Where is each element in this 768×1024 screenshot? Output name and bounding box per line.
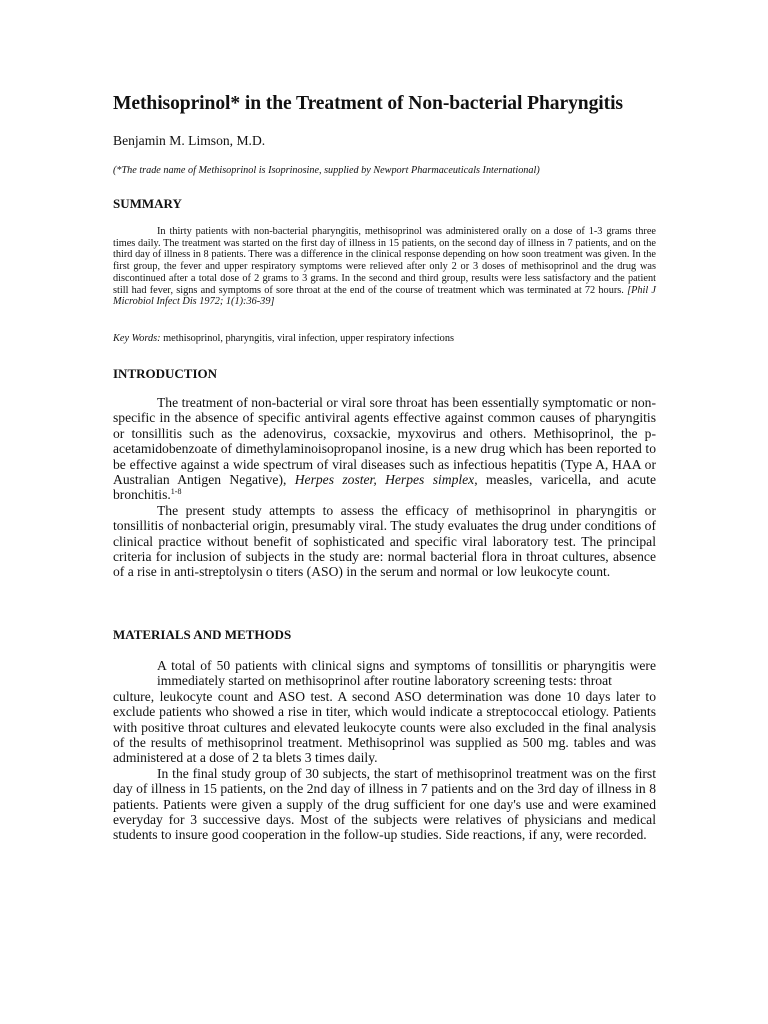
summary-text: In thirty patients with non-bacterial pharyngitis, methisoprinol was administered orally on a dose of 1-3 grams three times daily. The treatment was started on the first day of illness in 15 patients, on the second day of illness in 7 patients, and on the third day of illness in 8 patients. There was a difference in the clinical response depending on how soon treatment was given. In the first group, the fever and upper respiratory symptoms were relieved after only 2 or 3 doses of methisoprinol and the drug was discontinued after a total dose of 2 grams to 3 grams. In the second and third group, results were less satisfactory and the patient still had fever, signs and symptoms of sore throat at the end of the course of treatment which was terminated at 72 hours.	[113, 226, 656, 296]
methods-paragraph-2: In the final study group of 30 subjects, the start of methisoprinol treatment was on the first day of illness in 15 patients, on the 2nd day of illness in 7 patients and on the 3rd day of illness in 8 patients. Patients were given a supply of the drug sufficient for one day's use and were examined everyday for 3 successive days. Most of the subjects were relatives of physicians and medical students to insure good cooperation in the follow-up studies. Side reactions, if any, were recorded.	[113, 765, 656, 843]
author-name: Benjamin M. Limson, M.D.	[113, 133, 266, 148]
reference-superscript: 1-8	[170, 487, 182, 497]
trade-name-note: (*The trade name of Methisoprinol is Isoprinosine, supplied by Newport Pharmaceuticals International)	[113, 165, 540, 176]
methods-body	[113, 658, 656, 843]
citation: [Phil J Microbiol Infect Dis 1972; 1(1):36-39]	[113, 284, 656, 308]
summary-paragraph	[113, 226, 656, 308]
methods-paragraph-1: A total of 50 patients with clinical signs and symptoms of tonsillitis or pharyngitis were immediately started on methisoprinol after routine laboratory screening tests: throat culture, leukocyte count and ASO test. A second ASO determination was done 10 days later to exclude patients who showed a rise in titer, which would indicate a streptococcal etiology. Patients with positive throat cultures and elevated leukocyte counts were also excluded in the final analysis of the results of methisoprinol treatment. Methisoprinol was supplied as 500 mg. tables and was administered at a dose of 2 ta blets 3 times daily.	[113, 658, 656, 766]
introduction-paragraph-1: The treatment of non-bacterial or viral sore throat has been essentially symptomatic or non-specific in the absence of specific antiviral agents effective against common causes of pharyngitis or tonsillitis such as the adenovirus, coxsackie, myxovirus and others. Methisoprinol, the p-acetamidobenzoate of dimethylaminoisopropanol inosine, is a new drug which has been reported to be effective against a wide spectrum of viral diseases such as infectious hepatitis (Type A, HAA or Australian Antigen Negative), Herpes zoster, Herpes simplex, measles, varicella, and acute bronchitis.$^{1-8}$	[113, 395, 656, 503]
key-words	[113, 333, 656, 344]
key-words-label: Key Words:	[113, 333, 161, 344]
introduction-body	[113, 395, 656, 580]
article-title: Methisoprinol* in the Treatment of Non-bacterial Pharyngitis	[113, 93, 623, 114]
summary-heading: SUMMARY	[113, 196, 182, 211]
introduction-heading: INTRODUCTION	[113, 366, 218, 381]
virus-names: Herpes zoster, Herpes simplex	[294, 472, 475, 488]
key-words-text: methisoprinol, pharyngitis, viral infection, upper respiratory infections	[163, 333, 454, 344]
introduction-paragraph-2: The present study attempts to assess the efficacy of methisoprinol in pharyngitis or tonsillitis of nonbacterial origin, presumably viral. The study evaluates the drug under conditions of clinical practice without benefit of sophisticated and specific viral laboratory test. The principal criteria for inclusion of subjects in the study are: normal bacterial flora in throat cultures, absence of a rise in anti-streptolysin o titers (ASO) in the serum and normal or low leukocyte count.	[113, 502, 656, 580]
methods-heading: MATERIALS AND METHODS	[113, 627, 292, 642]
